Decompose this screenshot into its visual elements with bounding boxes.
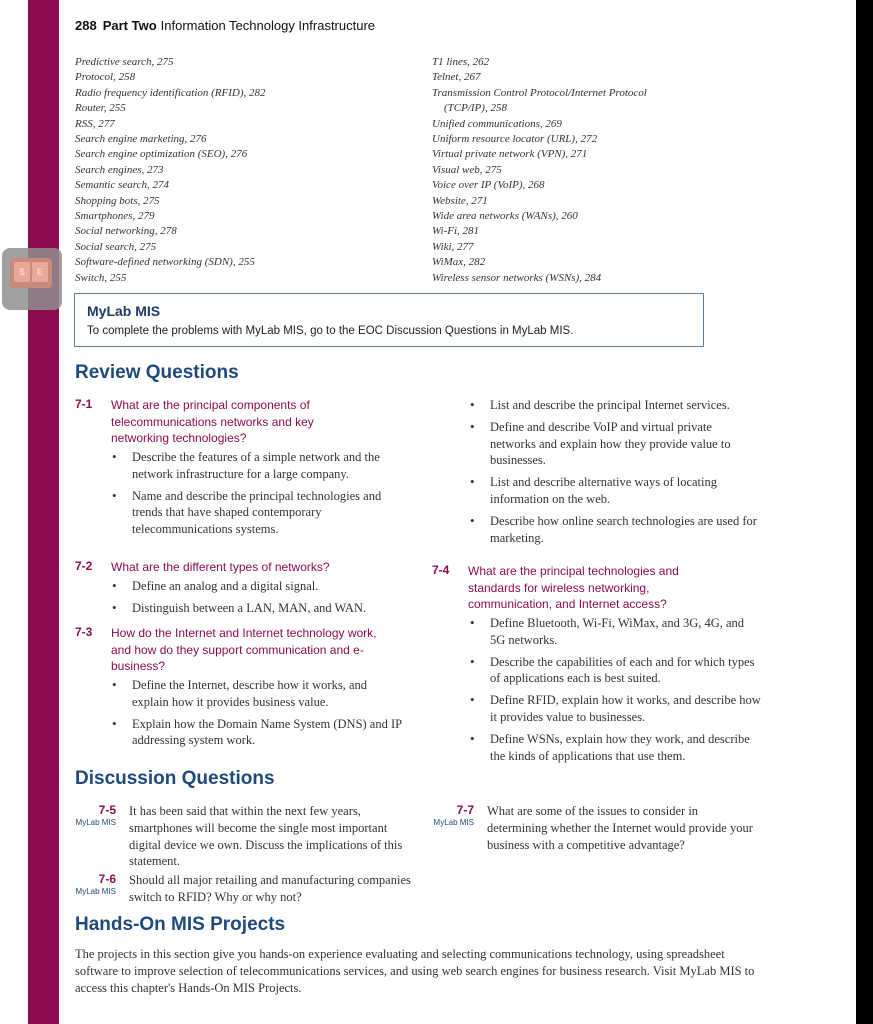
key-term: Wi-Fi, 281 [432,225,480,238]
bullet-item: • Describe how online search technologies are used for marketing. [470,513,760,547]
key-term: Predictive search, 275 [75,56,174,68]
bullet-item: • Name and describe the principal technologies and trends that have shaped contemporary telecommunications systems. [112,488,402,538]
mylab-tag: MyLab MIS [75,818,116,827]
question-number: 7-4 [432,563,450,577]
question-text: Should all major retailing and manufacturing companies switch to RFID? Why or why not? [129,873,411,904]
mylab-title: MyLab MIS [87,303,161,319]
hands-on-projects-heading: Hands-On MIS Projects [75,914,286,935]
key-term: Voice over IP (VoIP), 268 [432,179,545,192]
question-number: 7-3 [75,625,93,639]
review-7-4-bullets [470,615,762,769]
review-questions-heading: Review Questions [75,362,239,383]
question-text: What are the principal technologies and standards for wireless networking, communication, and Internet access? [468,564,679,611]
key-term: Shopping bots, 275 [75,194,160,207]
question-number: 7-6 [98,872,116,886]
question-number: 7-2 [75,559,93,573]
question-number: 7-1 [75,397,93,411]
key-term: WiMax, 282 [432,256,486,269]
mylab-tag: MyLab MIS [433,818,474,827]
bullet-item: • Define an analog and a digital signal. [112,578,412,595]
bullet-item: • Define and describe VoIP and virtual private networks and explain how they provide value to businesses. [470,419,760,469]
book-icon-right-page: E [32,262,48,282]
mylab-tag: MyLab MIS [75,887,116,896]
question-text: What are the different types of networks? [111,560,330,574]
review-7-2-bullets [112,578,412,622]
key-term: Uniform resource locator (URL), 272 [432,133,598,146]
discussion-questions-heading: Discussion Questions [75,768,275,789]
bullet-item: • Explain how the Domain Name System (DNS) and IP addressing system work. [112,716,402,750]
key-term: Virtual private network (VPN), 271 [432,148,588,161]
chapter-color-bar [28,0,59,1024]
question-text: How do the Internet and Internet technology work, and how do they support communication and e-business? [111,626,377,673]
key-term: Wiki, 277 [432,240,474,253]
bullet-item: • Define the Internet, describe how it works, and explain how it provides business value. [112,677,402,711]
running-header [75,18,375,33]
right-edge [856,0,873,1024]
key-term: Telnet, 267 [432,71,481,84]
key-term: Router, 255 [75,102,126,115]
review-7-3-bullets-continued [470,397,760,551]
key-term: Radio frequency identification (RFID), 282 [75,86,266,99]
bullet-item: • Define WSNs, explain how they work, and describe the kinds of applications that use them. [470,731,762,765]
key-term: Visual web, 275 [432,163,502,176]
key-term: Search engine marketing, 276 [75,133,207,146]
key-term: RSS, 277 [75,117,115,130]
bullet-item: • List and describe alternative ways of locating information on the web. [470,474,760,508]
key-term: Wide area networks (WANs), 260 [432,210,578,223]
part-subtitle: Information Technology Infrastructure [160,18,376,33]
hands-on-projects-text: The projects in this section give you hands-on experience evaluating and selecting communications technology, using spreadsheet software to improve selection of telecommunications services, and using web search engines for business research. Visit MyLab MIS to access this chapter's Hands-On MIS Projects. [75,947,755,995]
key-term: Wireless sensor networks (WSNs), 284 [432,271,602,284]
review-7-1-bullets [112,449,402,543]
bullet-item: • Define RFID, explain how it works, and describe how it provides value to businesses. [470,692,762,726]
bullet-item: • Define Bluetooth, Wi-Fi, WiMax, and 3G, 4G, and 5G networks. [470,615,762,649]
key-term: Transmission Control Protocol/Internet Protocol [432,86,647,99]
bullet-item: • Describe the features of a simple network and the network infrastructure for a large company. [112,449,402,483]
key-term: Smartphones, 279 [75,210,155,223]
key-term: Semantic search, 274 [75,179,169,192]
key-term: (TCP/IP), 258 [444,102,507,115]
key-term: Software-defined networking (SDN), 255 [75,256,255,269]
part-label: Part Two [102,18,157,33]
key-term: Unified communications, 269 [432,117,562,130]
key-term: T1 lines, 262 [432,56,490,68]
key-term: Website, 271 [432,194,488,207]
bullet-item: • Distinguish between a LAN, MAN, and WAN. [112,600,412,617]
review-7-3-bullets [112,677,402,754]
key-term: Social networking, 278 [75,225,177,238]
question-number: 7-5 [98,803,116,817]
bullet-item: • Describe the capabilities of each and for which types of applications each is best suited. [470,654,762,688]
bullet-item: • List and describe the principal Internet services. [470,397,760,414]
key-term: Switch, 255 [75,271,127,284]
page-number: 288 [75,18,97,33]
key-terms-left [75,55,415,286]
question-text: It has been said that within the next few years, smartphones will become the single most important digital device we own. Discuss the implications of this statement. [129,804,403,869]
mylab-callout [74,293,704,347]
key-term: Search engines, 273 [75,163,164,176]
question-text: What are the principal components of telecommunications networks and key networking technologies? [111,398,314,445]
key-term: Protocol, 258 [75,71,136,84]
question-text: What are some of the issues to consider in determining whether the Internet would provide your business with a competitive advantage? [487,804,753,852]
key-term: Social search, 275 [75,240,157,253]
key-terms-right [432,55,732,286]
book-icon-left-page: S [14,262,30,282]
question-number: 7-7 [456,803,474,817]
left-margin [0,0,28,1024]
mylab-text: To complete the problems with MyLab MIS, go to the EOC Discussion Questions in MyLab MIS. [87,325,574,337]
key-term: Search engine optimization (SEO), 276 [75,148,248,161]
